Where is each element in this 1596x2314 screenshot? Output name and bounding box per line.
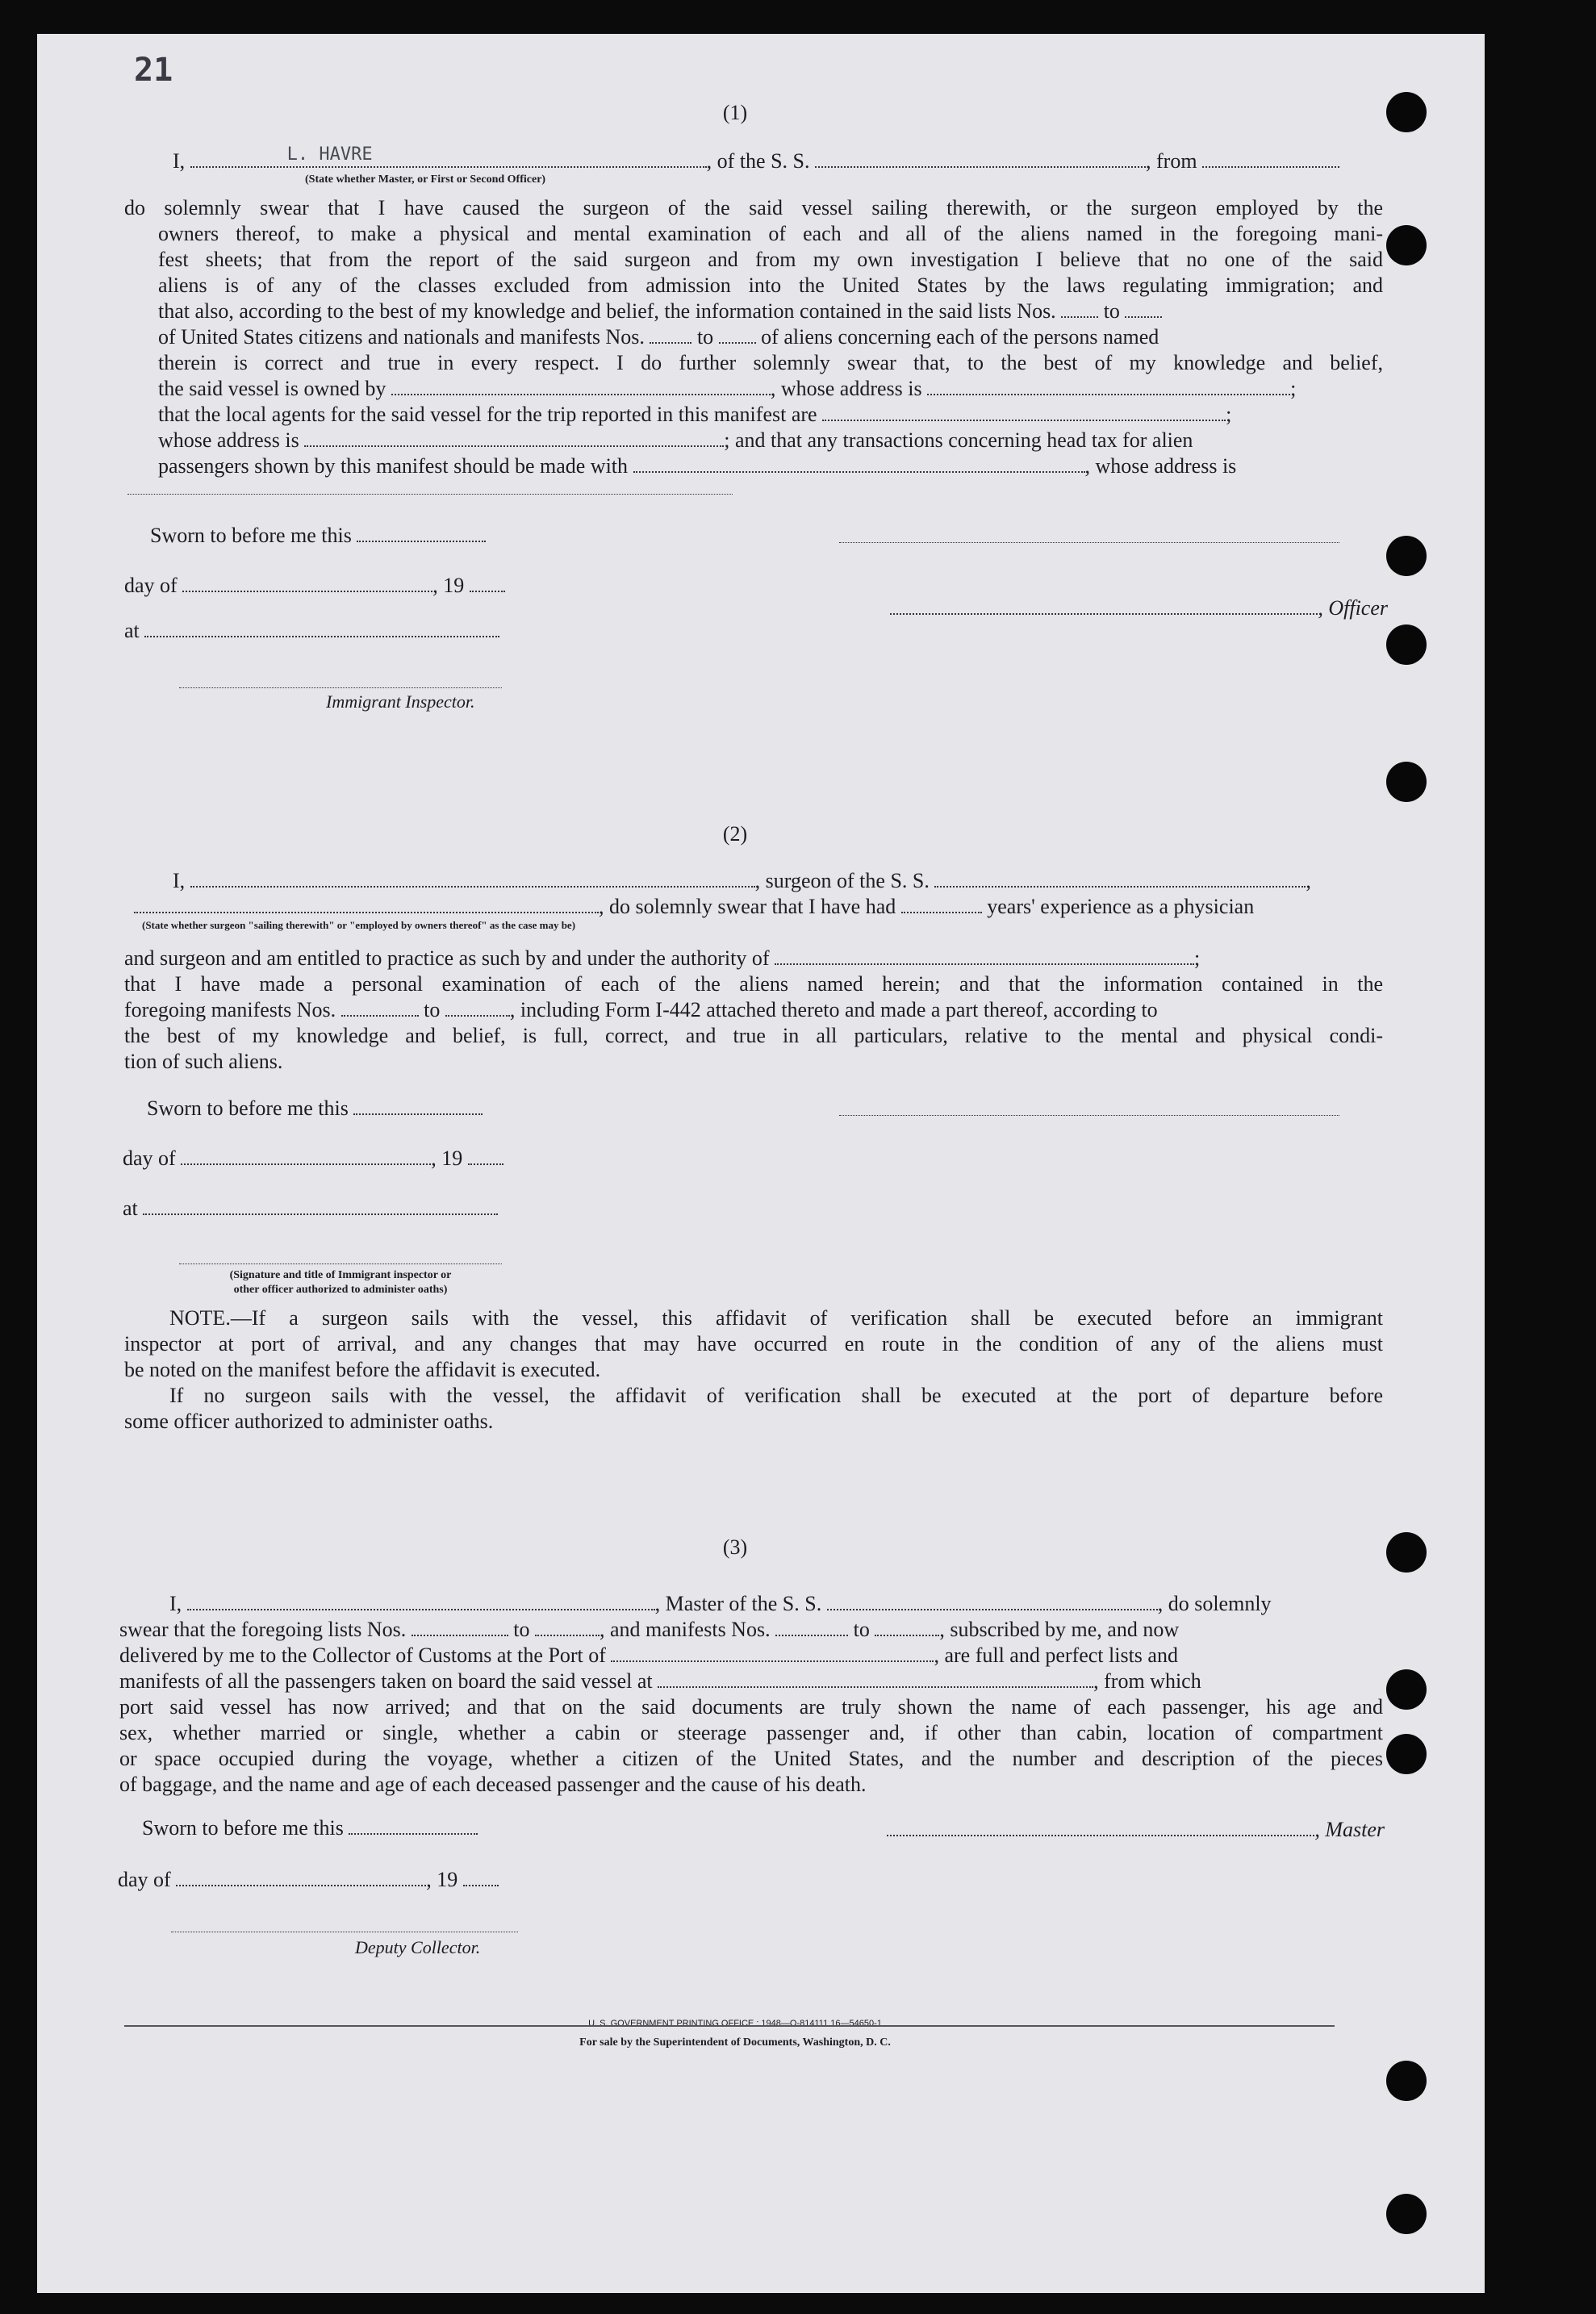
day-line-3: day of , 19 (118, 1867, 1377, 1893)
manifest-page (37, 34, 1485, 2293)
surgeon-vessel-field (934, 868, 1306, 888)
surgeon-line: tion of such aliens. (124, 1050, 283, 1073)
master-line: delivered by me to the Collector of Customs at the Port of , are full and perfect lists and (119, 1644, 1178, 1667)
master-name-field (187, 1591, 655, 1610)
gpo-imprint: U. S. GOVERNMENT PRINTING OFFICE : 1948—O-814111 16—54650-1 (588, 2019, 882, 2028)
corner-number: 21 (134, 52, 173, 89)
punch-hole (1386, 1669, 1427, 1710)
oath-line: the said vessel is owned by , whose address is ; (158, 377, 1297, 400)
master-line: sex, whether married or single, whether a cabin or steerage passenger and, if other than cabin, location of compartment (119, 1721, 1383, 1744)
punch-hole (1386, 624, 1427, 665)
sworn-line-3: Sworn to before me this (142, 1815, 1401, 1841)
punch-hole (1386, 2061, 1427, 2101)
master-line: I, , Master of the S. S. , do solemnly (169, 1592, 1272, 1615)
agents-address-field (304, 428, 724, 447)
surgeon-line: , do solemnly swear that I have had years' experience as a physician (134, 894, 1385, 920)
surgeon-line: foregoing manifests Nos. to , including Form I-442 attached thereto and made a part thereof, according to (124, 998, 1158, 1021)
from-port-field (1202, 148, 1339, 168)
at-line-2: at (123, 1196, 1381, 1222)
note-line: If no surgeon sails with the vessel, the affidavit of verification shall be executed at the port of departure before (169, 1384, 1383, 1407)
master-line: or space occupied during the voyage, whether a citizen of the United States, and the number and description of the pieces (119, 1747, 1383, 1770)
master-line: manifests of all the passengers taken on board the said vessel at , from which (119, 1669, 1201, 1693)
agents-field (822, 402, 1226, 421)
day-line-1: day of , 19 (124, 573, 1383, 599)
rank-note: (State whether Master, or First or Second Officer) (305, 173, 546, 186)
rank-field (190, 144, 707, 168)
authority-field (775, 946, 1194, 965)
immigrant-inspector-label: Immigrant Inspector. (326, 691, 475, 712)
rank-handwriting: L. HAVRE (286, 144, 373, 165)
sworn-line-1: Sworn to before me this (150, 523, 1409, 549)
oath-line: therein is correct and true in every respect. I do further solemnly swear that, to the best of my knowledge and belief, (158, 351, 1383, 374)
embark-port-field (658, 1669, 1093, 1688)
sale-notice: For sale by the Superintendent of Documents, Washington, D. C. (579, 2036, 891, 2049)
section-3-mark: (3) (722, 1535, 748, 1559)
master-vessel-field (827, 1591, 1158, 1610)
section-2-mark: (2) (722, 822, 748, 846)
signature-note: other officer authorized to administer oaths) (233, 1284, 448, 1296)
day-line-2: day of , 19 (123, 1146, 1381, 1172)
officer-signature-field (890, 595, 1318, 615)
surgeon-note: (State whether surgeon "sailing therewith" or "employed by owners thereof" as the case may be) (142, 919, 576, 931)
punch-hole (1386, 225, 1427, 265)
owner-address-field (927, 376, 1290, 395)
surgeon-line: I, , surgeon of the S. S. , (173, 869, 1311, 892)
years-field (901, 894, 982, 913)
master-line: port said vessel has now arrived; and that on the said documents are truly shown the name of each passenger, his age and (119, 1695, 1383, 1719)
surgeon-line: that I have made a personal examination of each of the aliens named herein; and that the information contained in the (124, 972, 1383, 996)
master-line: swear that the foregoing lists Nos. to , and manifests Nos. to , subscribed by me, and now (119, 1618, 1180, 1641)
officer-line: , Officer (839, 595, 1388, 621)
oath-line: owners thereof, to make a physical and mental examination of each and all of the aliens named in the foregoing mani- (158, 222, 1383, 245)
surgeon-name-field (190, 868, 755, 888)
surgeon-line: and surgeon and am entitled to practice as such by and under the authority of ; (124, 946, 1201, 970)
oath-line: aliens is of any of the classes excluded from admission into the United States by the laws regulating immigration; and (158, 274, 1383, 297)
section-1-line-1: I, L. HAVRE , of the S. S. , from (173, 148, 1383, 174)
oath-line: passengers shown by this manifest should be made with , whose address is (158, 454, 1237, 478)
signature-note: (Signature and title of Immigrant inspector or (229, 1269, 452, 1281)
note-line: inspector at port of arrival, and any changes that may have occurred en route in the condition of any of the aliens must (124, 1332, 1383, 1355)
oath-line: that also, according to the best of my knowledge and belief, the information contained in the said lists Nos. to (158, 299, 1383, 324)
deputy-collector-label: Deputy Collector. (355, 1937, 481, 1957)
owner-field (391, 376, 771, 395)
oath-line: that the local agents for the said vessel for the trip reported in this manifest are ; (158, 403, 1232, 426)
oath-line: fest sheets; that from the report of the said surgeon and from my own investigation I believe that no one of the said (158, 248, 1383, 271)
head-tax-field (633, 453, 1085, 473)
master-line: of baggage, and the name and age of each deceased passenger and the cause of his death. (119, 1773, 867, 1796)
section-1-mark: (1) (722, 101, 748, 124)
punch-hole (1386, 762, 1427, 802)
vessel-name-field (815, 148, 1146, 168)
port-field (611, 1643, 934, 1662)
note-line: be noted on the manifest before the affidavit is executed. (124, 1358, 601, 1381)
punch-hole (1386, 1734, 1427, 1774)
oath-line: do solemnly swear that I have caused the surgeon of the said vessel sailing therewith, or the surgeon employed by the (124, 196, 1383, 219)
surgeon-line: the best of my knowledge and belief, is full, correct, and true in all particulars, relative to the mental and physical condi- (124, 1024, 1383, 1047)
oath-line: whose address is ; and that any transactions concerning head tax for alien (158, 428, 1193, 452)
punch-hole (1386, 2194, 1427, 2234)
at-line-1: at (124, 618, 1383, 644)
master-signature-field (887, 1817, 1314, 1836)
note-line: NOTE.—If a surgeon sails with the vessel, this affidavit of verification shall be executed before an immigrant (169, 1306, 1383, 1330)
note-line: some officer authorized to administer oaths. (124, 1410, 494, 1433)
oath-line: of United States citizens and nationals and manifests Nos. to of aliens concerning each of the persons named (158, 325, 1159, 349)
sworn-line-2: Sworn to before me this (147, 1096, 1406, 1121)
master-signature-line: , Master (836, 1817, 1385, 1843)
